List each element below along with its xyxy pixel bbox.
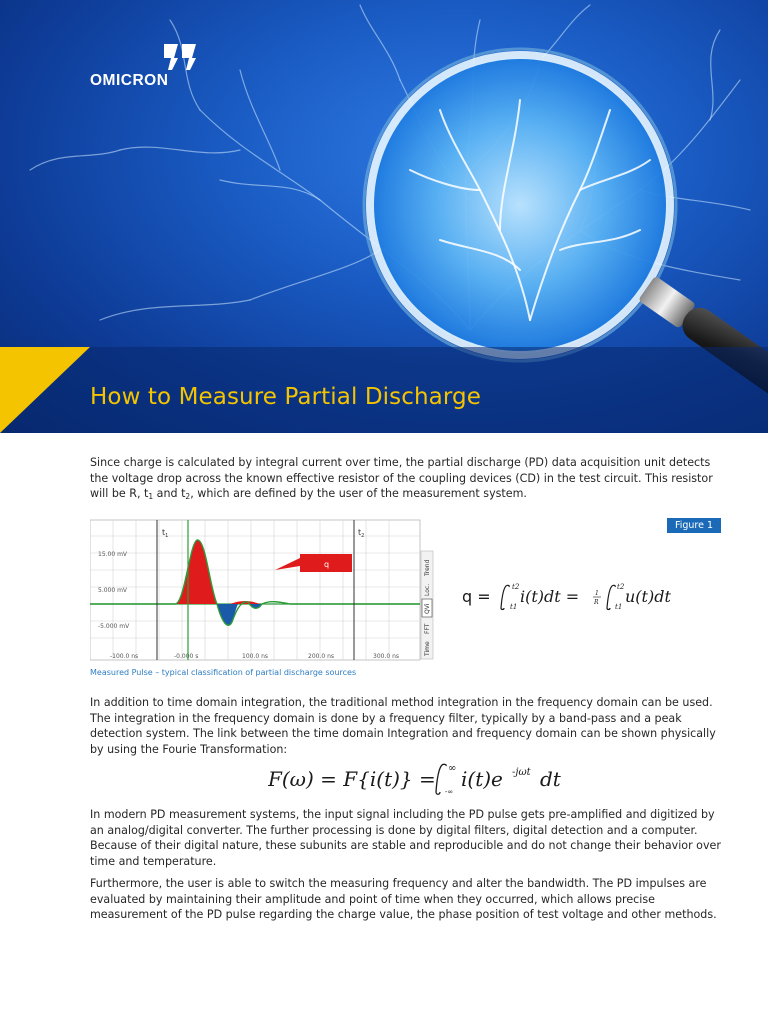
t1-label: $t_1$: [162, 528, 169, 539]
digital-systems-paragraph: In modern PD measurement systems, the input signal including the PD pulse gets pre-amplified and digitized by an analog/digital converter. The further processing is done by digital filters, digital detection and a computer. Because of their digital nature, these subunits are stable and reproducible and do not change their behavior over time and temperature.: [90, 808, 721, 868]
tab-fft[interactable]: FFT: [424, 623, 431, 634]
x-tick-label: 100.0 ns: [242, 653, 269, 660]
charge-label: q: [324, 560, 330, 569]
omicron-logo-mark-icon: [162, 42, 198, 72]
x-tick-label: 300.0 ns: [373, 653, 400, 660]
intro-text-2: and t: [153, 487, 186, 501]
side-tabs: [421, 551, 433, 659]
figure-badge: Figure 1: [667, 518, 721, 533]
figure-caption: Measured Pulse – typical classification of partial discharge sources: [90, 668, 357, 677]
intro-sub-2: 2: [185, 492, 191, 502]
tab-trend[interactable]: Trend: [424, 559, 431, 576]
t2-label: $t_2$: [358, 528, 365, 539]
fourier-integrand: i(t)e: [461, 767, 503, 791]
formula-term-1: i(t)dt =: [520, 587, 580, 606]
charge-formula-graphic: [460, 582, 700, 612]
fourier-formula-graphic: [268, 762, 568, 796]
brand-name: OMICRON: [90, 72, 169, 89]
tab-loc[interactable]: Loc.: [424, 583, 431, 596]
charge-formula: [460, 582, 700, 612]
x-tick-label: -100.0 ns: [110, 653, 139, 660]
integral-lower: t1: [510, 603, 518, 611]
integral-sign-icon: [607, 585, 615, 609]
x-tick-label: 200.0 ns: [308, 653, 335, 660]
fourier-lhs: F(ω) = F{i(t)} =: [268, 767, 436, 791]
fraction-numerator: 1: [595, 590, 599, 597]
fourier-lower: -∞: [445, 788, 454, 796]
yellow-corner-triangle: [0, 347, 100, 433]
intro-paragraph: [90, 455, 730, 505]
intro-text-1: Since charge is calculated by integral current over time, the partial discharge (PD) data acquisition unit detects the voltage drop across the known effective resistor of the coupling devices (CD) in the test circuit. This resistor will be R, t: [90, 456, 713, 501]
integral-lower: t1: [615, 603, 623, 611]
omicron-logo: [90, 42, 200, 92]
integral-sign-icon: [501, 585, 509, 609]
fraction-denominator: R: [594, 599, 599, 606]
y-tick-label: 15.00 mV: [98, 551, 128, 558]
page-title: How to Measure Partial Discharge: [90, 384, 481, 410]
frequency-domain-paragraph: In addition to time domain integration, the traditional method integration in the frequency domain can be used. The integration in the frequency domain is done by a frequency filter, typically by a band-pass and a peak detection system. The link between the time domain Integration and frequency domain can be shown physically by using the Fourie Transformation:: [90, 696, 716, 756]
formula-lhs: q =: [462, 587, 491, 606]
tab-qvi[interactable]: QVi: [424, 603, 431, 614]
bandwidth-paragraph: Furthermore, the user is able to switch the measuring frequency and alter the bandwidth. The PD impulses are evaluated by maintaining their amplitude and point of time when they occurred, which allows precise measurement of the PD pulse regarding the charge value, the phase position of test voltage and other methods.: [90, 877, 717, 922]
tab-time[interactable]: Time: [424, 641, 431, 656]
y-tick-label: -5.000 mV: [98, 623, 130, 630]
formula-term-2: u(t)dt: [625, 587, 671, 606]
fourier-exponent: -jωt: [512, 767, 531, 778]
integral-upper: t2: [617, 583, 625, 591]
fourier-formula: [268, 762, 568, 796]
x-tick-label: -0.000 s: [174, 653, 199, 660]
fourier-dt: dt: [540, 767, 561, 791]
integral-upper: t2: [512, 583, 520, 591]
fourier-upper: ∞: [448, 763, 457, 774]
intro-sub-1: 1: [148, 492, 154, 502]
plot-frame: [90, 520, 420, 660]
hero-banner: [0, 0, 768, 433]
intro-text-3: , which are defined by the user of the measurement system.: [190, 487, 527, 501]
y-tick-label: 5.000 mV: [98, 587, 128, 594]
